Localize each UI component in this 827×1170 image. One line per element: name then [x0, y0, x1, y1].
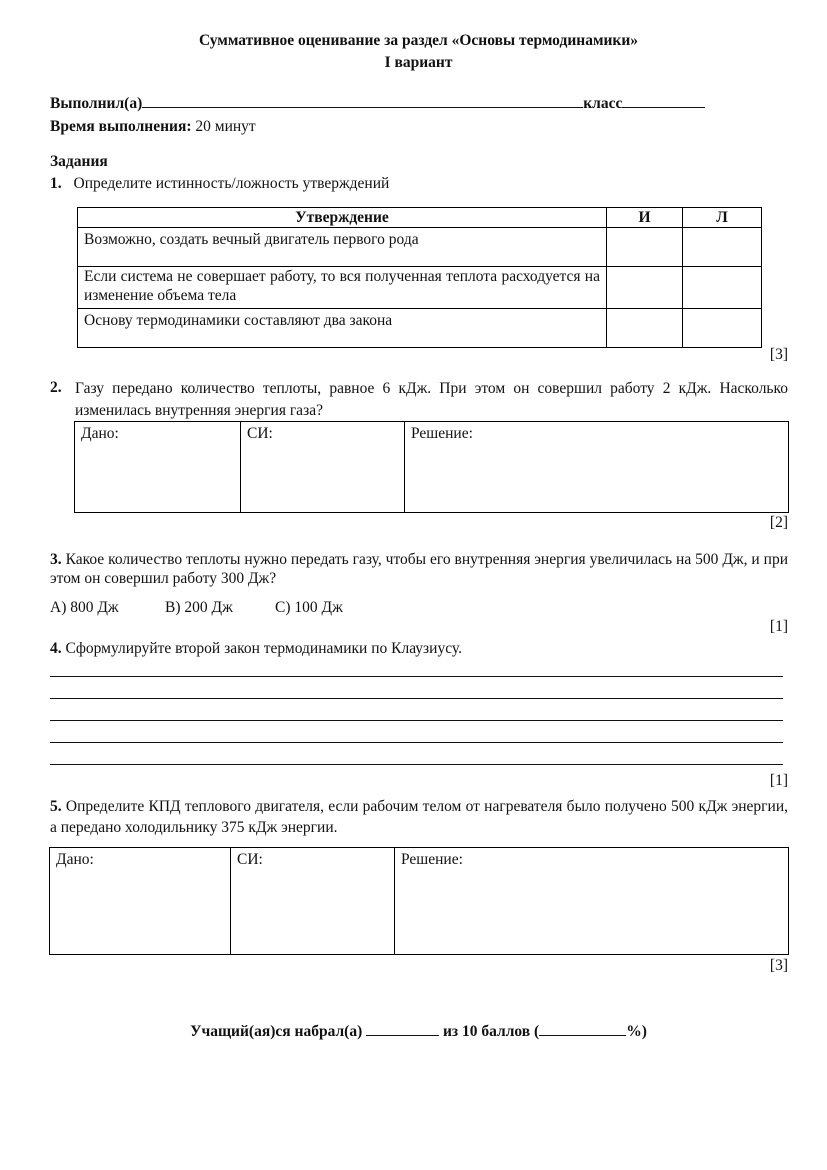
- true-answer-cell[interactable]: [607, 308, 683, 347]
- column-header-statement: Утверждение: [78, 208, 607, 228]
- tasks-heading: Задания: [50, 153, 108, 170]
- false-answer-cell[interactable]: [683, 308, 762, 347]
- name-field[interactable]: [142, 94, 583, 108]
- task1-prompt: [50, 174, 389, 193]
- solution-cell[interactable]: [405, 422, 789, 513]
- task2-number: 2.: [50, 379, 62, 396]
- answer-line[interactable]: [50, 742, 783, 743]
- task1-table: [77, 207, 762, 348]
- given-label: Дано:: [56, 851, 94, 868]
- task5-table: [49, 847, 789, 955]
- statement-cell: Основу термодинамики составляют два закона: [78, 308, 607, 347]
- answer-line[interactable]: [50, 676, 783, 677]
- solution-cell[interactable]: [395, 848, 789, 955]
- given-label: Дано:: [81, 425, 119, 442]
- task2-table: [74, 421, 789, 513]
- task4-prompt: [50, 639, 462, 658]
- table-row: [78, 228, 762, 267]
- task1-number: 1.: [50, 175, 62, 192]
- false-answer-cell[interactable]: [683, 267, 762, 308]
- task1-header-row: [78, 208, 762, 228]
- task3-prompt: [50, 550, 788, 588]
- task5-text: Определите КПД теплового двигателя, если рабочим телом от нагревателя было получено 500 кДж энергии, а передано холодильнику 375 кДж энергии.: [50, 798, 789, 836]
- class-label: класс: [583, 95, 623, 112]
- task5-answer-row: [50, 848, 789, 955]
- solution-label: Решение:: [401, 851, 463, 868]
- task5-score: [3]: [769, 957, 788, 974]
- si-cell[interactable]: [231, 848, 395, 955]
- false-answer-cell[interactable]: [683, 228, 762, 267]
- given-cell[interactable]: [75, 422, 241, 513]
- answer-line[interactable]: [50, 698, 783, 699]
- true-answer-cell[interactable]: [607, 267, 683, 308]
- table-row: [78, 308, 762, 347]
- si-cell[interactable]: [241, 422, 405, 513]
- task3-option-c[interactable]: C) 100 Дж: [275, 599, 343, 616]
- answer-line[interactable]: [50, 720, 783, 721]
- true-answer-cell[interactable]: [607, 228, 683, 267]
- task4-text: Сформулируйте второй закон термодинамики по Клаузиусу.: [65, 640, 462, 657]
- task4-number: 4.: [50, 640, 62, 657]
- task2-answer-row: [75, 422, 789, 513]
- given-cell[interactable]: [50, 848, 231, 955]
- score-middle: из 10 баллов (: [442, 1023, 540, 1040]
- task2-text: Газу передано количество теплоты, равное 6 кДж. При этом он совершил работу 2 кДж. Насколько изменилась внутренняя энергия газа?: [75, 380, 788, 419]
- task3-score: [1]: [769, 618, 788, 635]
- solution-label: Решение:: [411, 425, 473, 442]
- class-field[interactable]: [622, 94, 705, 108]
- table-row: [78, 267, 762, 308]
- column-header-true: И: [607, 208, 683, 228]
- answer-line[interactable]: [50, 764, 783, 765]
- time-label: Время выполнения:: [50, 118, 192, 135]
- task2-prompt: [50, 378, 788, 422]
- variant-label: I вариант: [384, 54, 453, 71]
- student-line: [50, 94, 750, 113]
- task5-number: 5.: [50, 798, 62, 815]
- column-header-false: Л: [683, 208, 762, 228]
- task3-number: 3.: [50, 551, 62, 568]
- statement-cell: Если система не совершает работу, то вся полученная теплота расходуется на изменение объема тела: [78, 267, 607, 308]
- task3-option-a[interactable]: A) 800 Дж: [50, 599, 119, 616]
- task1-score: [3]: [769, 346, 788, 363]
- time-value: 20 минут: [195, 118, 256, 135]
- task4-score: [1]: [769, 772, 788, 789]
- task3-option-b[interactable]: B) 200 Дж: [165, 599, 233, 616]
- score-prefix: Учащий(ая)ся набрал(а): [190, 1023, 363, 1040]
- score-points-field[interactable]: [366, 1022, 439, 1036]
- task5-prompt: [50, 796, 788, 838]
- si-label: СИ:: [237, 851, 263, 868]
- performed-label: Выполнил(а): [50, 95, 143, 112]
- statement-cell: Возможно, создать вечный двигатель первого рода: [78, 228, 607, 267]
- score-suffix: %): [626, 1023, 647, 1040]
- task3-text: Какое количество теплоты нужно передать газу, чтобы его внутренняя энергия увеличилась на 500 Дж, и при этом он совершил работу 300 Дж?: [50, 551, 789, 587]
- task1-text: Определите истинность/ложность утверждений: [73, 175, 390, 192]
- score-summary: [0, 1022, 827, 1041]
- task2-score: [2]: [769, 514, 788, 531]
- time-line: [50, 117, 256, 136]
- si-label: СИ:: [247, 425, 273, 442]
- page-title: Суммативное оценивание за раздел «Основы термодинамики»: [198, 32, 639, 49]
- score-percent-field[interactable]: [539, 1022, 626, 1036]
